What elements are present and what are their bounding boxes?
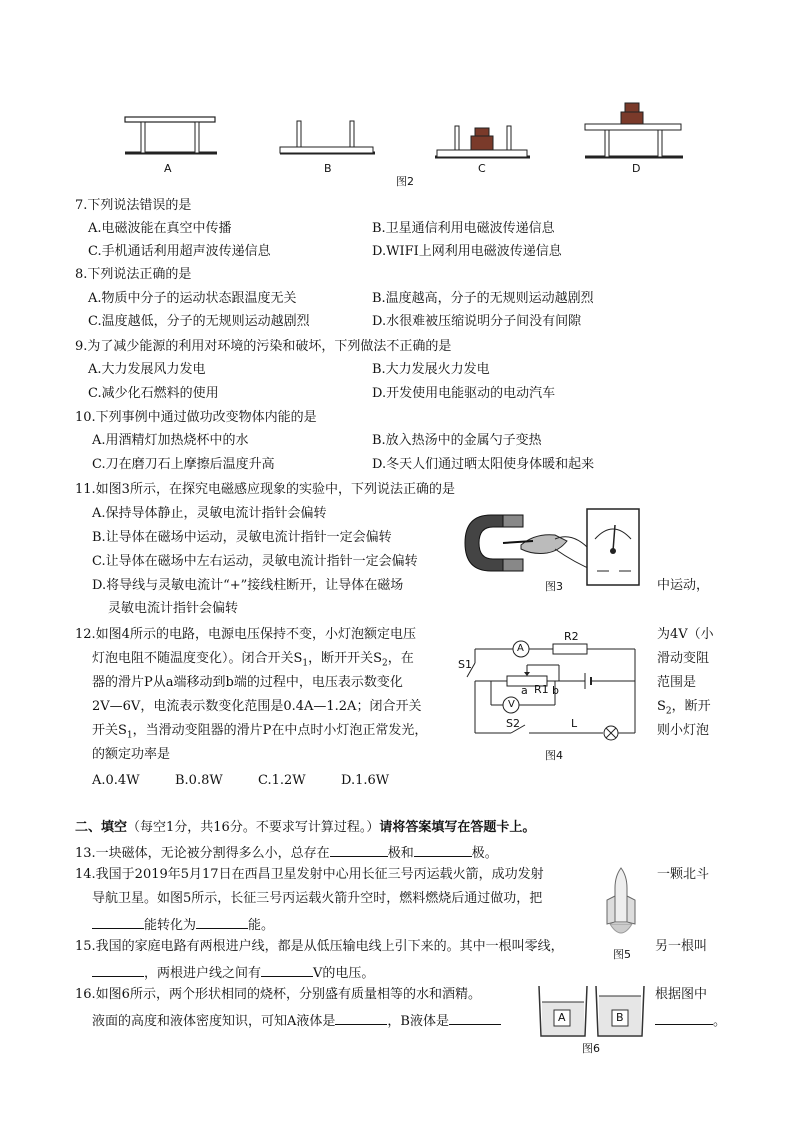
q12-line5-right: 则小灯泡 bbox=[657, 723, 710, 738]
q12-line4: 2V—6V，电流表示数变化范围是0.4A—1.2A；闭合开关 bbox=[92, 699, 422, 714]
q13-line: 13.一块磁体，无论被分割得多么小，总存在 极和 极。 bbox=[75, 843, 498, 862]
q14-line1: 14.我国于2019年5月17日在西昌卫星发射中心用长征三号丙运载火箭，成功发射 bbox=[75, 867, 544, 882]
q10-option-c: C.刀在磨刀石上摩擦后温度升高 bbox=[92, 457, 275, 472]
figure-2-tables bbox=[115, 95, 705, 185]
q12-line3: 器的滑片P从a端移动到b端的过程中，电压表示数变化 bbox=[92, 675, 403, 690]
q8-option-c: C.温度越低，分子的无规则运动越剧烈 bbox=[88, 314, 310, 329]
q12-line1: 12.如图4所示的电路，电源电压保持不变，小灯泡额定电压 bbox=[75, 627, 416, 642]
q16-line2: 液面的高度和液体密度知识，可知A液体是 ，B液体是 bbox=[92, 1011, 501, 1030]
q10-option-a: A.用酒精灯加热烧杯中的水 bbox=[92, 433, 249, 448]
q8-stem: 8.下列说法正确的是 bbox=[75, 267, 192, 282]
q12-line1-right: 为4V（小 bbox=[657, 627, 714, 642]
q11-stem: 11.如图3所示，在探究电磁感应现象的实验中，下列说法正确的是 bbox=[75, 482, 455, 497]
q7-stem: 7.下列说法错误的是 bbox=[75, 198, 192, 213]
figure-5-rocket bbox=[598, 866, 644, 944]
fig4-label-r1: R1 bbox=[534, 683, 549, 696]
fig2-b-drawing bbox=[280, 121, 375, 153]
section-2-heading: 二、填空（每空1分，共16分。不要求写计算过程。）请将答案填写在答题卡上。 bbox=[75, 820, 536, 835]
fig4-caption: 图4 bbox=[545, 749, 563, 762]
fig4-label-s1: S1 bbox=[458, 658, 472, 671]
fig3-caption: 图3 bbox=[545, 580, 563, 593]
fig4-label-lamp: L bbox=[571, 717, 578, 730]
q11-option-a: A.保持导体静止，灵敏电流计指针会偏转 bbox=[92, 506, 327, 521]
fig6-caption: 图6 bbox=[582, 1042, 600, 1055]
q11-option-d-line2: 中运动， bbox=[657, 578, 710, 593]
q11-option-c: C.让导体在磁场中左右运动，灵敏电流计指针一定会偏转 bbox=[92, 554, 418, 569]
q16-blank-1 bbox=[335, 1011, 387, 1025]
q10-stem: 10.下列事例中通过做功改变物体内能的是 bbox=[75, 410, 317, 425]
q12-line2-right: 滑动变阻 bbox=[657, 651, 710, 666]
q13-blank-1 bbox=[330, 843, 388, 857]
figure-6-beakers bbox=[536, 982, 648, 1040]
q12-line3-right: 范围是 bbox=[657, 675, 697, 690]
fig2-label-c: C bbox=[478, 162, 486, 175]
q10-option-d: D.冬天人们通过晒太阳使身体暖和起来 bbox=[372, 457, 595, 472]
q9-option-a: A.大力发展风力发电 bbox=[88, 362, 206, 377]
q12-line2: 灯泡电阻不随温度变化）。闭合开关$S_1$，断开开关$S_2$，在 bbox=[92, 651, 414, 669]
fig4-label-s2: S2 bbox=[506, 717, 520, 730]
fig2-label-d: D bbox=[632, 162, 641, 175]
q9-option-d: D.开发使用电能驱动的电动汽车 bbox=[372, 386, 556, 401]
q15-line2: ，两根进户线之间有 V的电压。 bbox=[92, 963, 374, 982]
q14-blank-1 bbox=[92, 915, 144, 929]
fig5-caption: 图5 bbox=[613, 948, 631, 961]
q16-line1: 16.如图6所示，两个形状相同的烧杯，分别盛有质量相等的水和酒精。 bbox=[75, 987, 481, 1002]
fig2-d-drawing bbox=[585, 103, 683, 157]
q12-option-b: B.0.8W bbox=[175, 773, 223, 788]
figure-4-circuit bbox=[455, 625, 645, 745]
q9-option-b: B.大力发展火力发电 bbox=[372, 362, 490, 377]
q15-blank-1 bbox=[92, 963, 144, 977]
q12-option-a: A.0.4W bbox=[92, 773, 140, 788]
q8-option-a: A.物质中分子的运动状态跟温度无关 bbox=[88, 291, 297, 306]
beaker-a-label: A bbox=[558, 1011, 566, 1024]
q12-line5: 开关$S_1$，当滑动变阻器的滑片P在中点时小灯泡正常发光， bbox=[92, 723, 428, 741]
fig4-label-voltmeter: V bbox=[508, 699, 515, 710]
q11-option-d-line3: 灵敏电流计指针会偏转 bbox=[108, 601, 239, 616]
fig2-label-a: A bbox=[164, 162, 172, 175]
q7-option-d: D.WIFI上网利用电磁波传递信息 bbox=[372, 244, 562, 259]
q12-line6: 的额定功率是 bbox=[92, 747, 171, 762]
q9-option-c: C.减少化石燃料的使用 bbox=[88, 386, 219, 401]
fig2-a-drawing bbox=[125, 117, 217, 153]
q16-line1-right: 根据图中 bbox=[655, 987, 708, 1002]
q13-blank-2 bbox=[414, 843, 472, 857]
fig4-label-b: b bbox=[552, 684, 559, 697]
fig4-label-a: a bbox=[521, 684, 528, 697]
beaker-b-label: B bbox=[616, 1011, 624, 1024]
q16-line2-right: 。 bbox=[655, 1011, 726, 1030]
fig2-label-b: B bbox=[324, 162, 332, 175]
q7-option-a: A.电磁波能在真空中传播 bbox=[88, 221, 232, 236]
q11-option-b: B.让导体在磁场中运动，灵敏电流计指针一定会偏转 bbox=[92, 530, 392, 545]
q14-line1-right: 一颗北斗 bbox=[657, 867, 710, 882]
q12-option-c: C.1.2W bbox=[258, 773, 306, 788]
q7-option-b: B.卫星通信利用电磁波传递信息 bbox=[372, 221, 555, 236]
q14-blank-2 bbox=[196, 915, 248, 929]
q11-option-d-line1: D.将导线与灵敏电流计“+”接线柱断开，让导体在磁场 bbox=[92, 578, 404, 593]
q12-option-d: D.1.6W bbox=[341, 773, 390, 788]
q8-option-b: B.温度越高，分子的无规则运动越剧烈 bbox=[372, 291, 594, 306]
q14-line3: 能转化为 能。 bbox=[92, 915, 274, 934]
fig4-label-ammeter: A bbox=[517, 643, 524, 654]
fig2-caption: 图2 bbox=[396, 175, 414, 188]
q15-blank-2 bbox=[261, 963, 313, 977]
q16-blank-2 bbox=[449, 1011, 501, 1025]
q15-line1-right: 另一根叫 bbox=[655, 939, 708, 954]
fig2-c-drawing bbox=[435, 126, 530, 157]
q9-stem: 9.为了减少能源的利用对环境的污染和破坏，下列做法不正确的是 bbox=[75, 339, 452, 354]
q14-line2: 导航卫星。如图5所示，长征三号丙运载火箭升空时，燃料燃烧后通过做功，把 bbox=[92, 891, 543, 906]
q10-option-b: B.放入热汤中的金属勺子变热 bbox=[372, 433, 542, 448]
q8-option-d: D.水很难被压缩说明分子间没有间隙 bbox=[372, 314, 582, 329]
fig4-label-r2: R2 bbox=[564, 630, 579, 643]
q16-blank-3 bbox=[655, 1011, 713, 1025]
q7-option-c: C.手机通话利用超声波传递信息 bbox=[88, 244, 271, 259]
q15-line1: 15.我国的家庭电路有两根进户线，都是从低压输电线上引下来的。其中一根叫零线， bbox=[75, 939, 564, 954]
q12-line4-right: $S_2$，断开 bbox=[657, 699, 711, 717]
